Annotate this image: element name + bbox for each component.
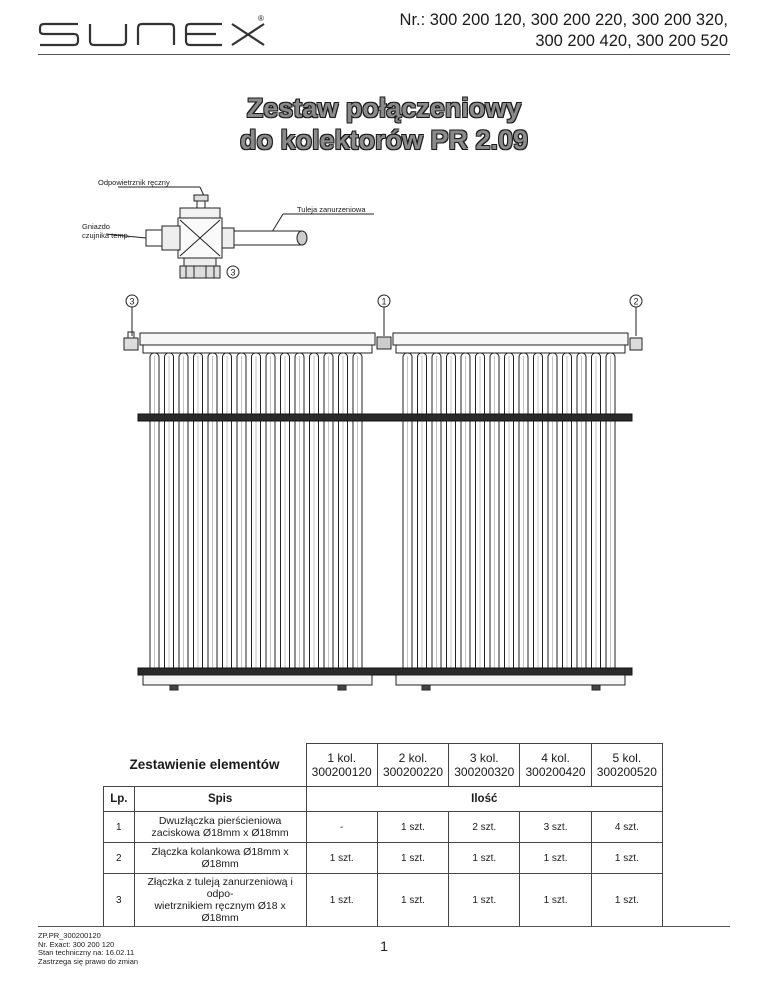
table-row: 1 Dwuzłączka pierścieniowa zaciskowa Ø18mm x Ø18mm - 1 szt. 2 szt. 3 szt. 4 szt. — [104, 812, 663, 843]
page-number: 1 — [380, 938, 388, 954]
marker-detail: 3 — [230, 267, 236, 278]
col-header-2: 2 kol. 300200220 — [377, 744, 448, 787]
lp-header: Lp. — [104, 787, 135, 812]
col-header-4: 4 kol. 300200420 — [520, 744, 591, 787]
marker-middle: 1 — [381, 296, 387, 307]
col-header-5: 5 kol. 300200520 — [591, 744, 662, 787]
label-sensor: Gniazdo czujnika temp. — [82, 222, 130, 240]
table-row: 3 Złączka z tuleją zanurzeniową i odpo- wietrznikiem ręcznym Ø18 x Ø18mm 1 szt. 1 szt. 1 szt. 1 szt. 1 szt. — [104, 874, 663, 927]
col-header-1: 1 kol. 300200120 — [306, 744, 377, 787]
page-title: Zestaw połączeniowy do kolektorów PR 2.09 — [239, 93, 529, 155]
label-vent: Odpowietrznik ręczny — [98, 178, 170, 187]
footer-info: ZP.PR_300200120 Nr. Exact: 300 200 120 Stan techniczny na: 16.02.11 Zastrzega się prawo do zmian — [38, 931, 139, 966]
label-sleeve: Tuleja zanurzeniowa — [297, 205, 366, 214]
parts-table — [103, 743, 663, 927]
col-header-3: 3 kol. 300200320 — [449, 744, 520, 787]
table-row: 2 Złączka kolankowa Ø18mm x Ø18mm 1 szt. 1 szt. 1 szt. 1 szt. 1 szt. — [104, 843, 663, 874]
spis-header: Spis — [134, 787, 306, 812]
footer-divider — [38, 926, 730, 927]
marker-right: 2 — [633, 296, 639, 307]
table-title: Zestawienie elementów — [104, 744, 307, 787]
ilosc-header: Ilość — [306, 787, 662, 812]
marker-left: 3 — [129, 296, 135, 307]
registered-mark: ® — [258, 14, 264, 23]
product-numbers: Nr.: 300 200 120, 300 200 220, 300 200 320, 300 200 420, 300 200 520 — [399, 11, 728, 50]
fitting-detail — [106, 187, 374, 278]
